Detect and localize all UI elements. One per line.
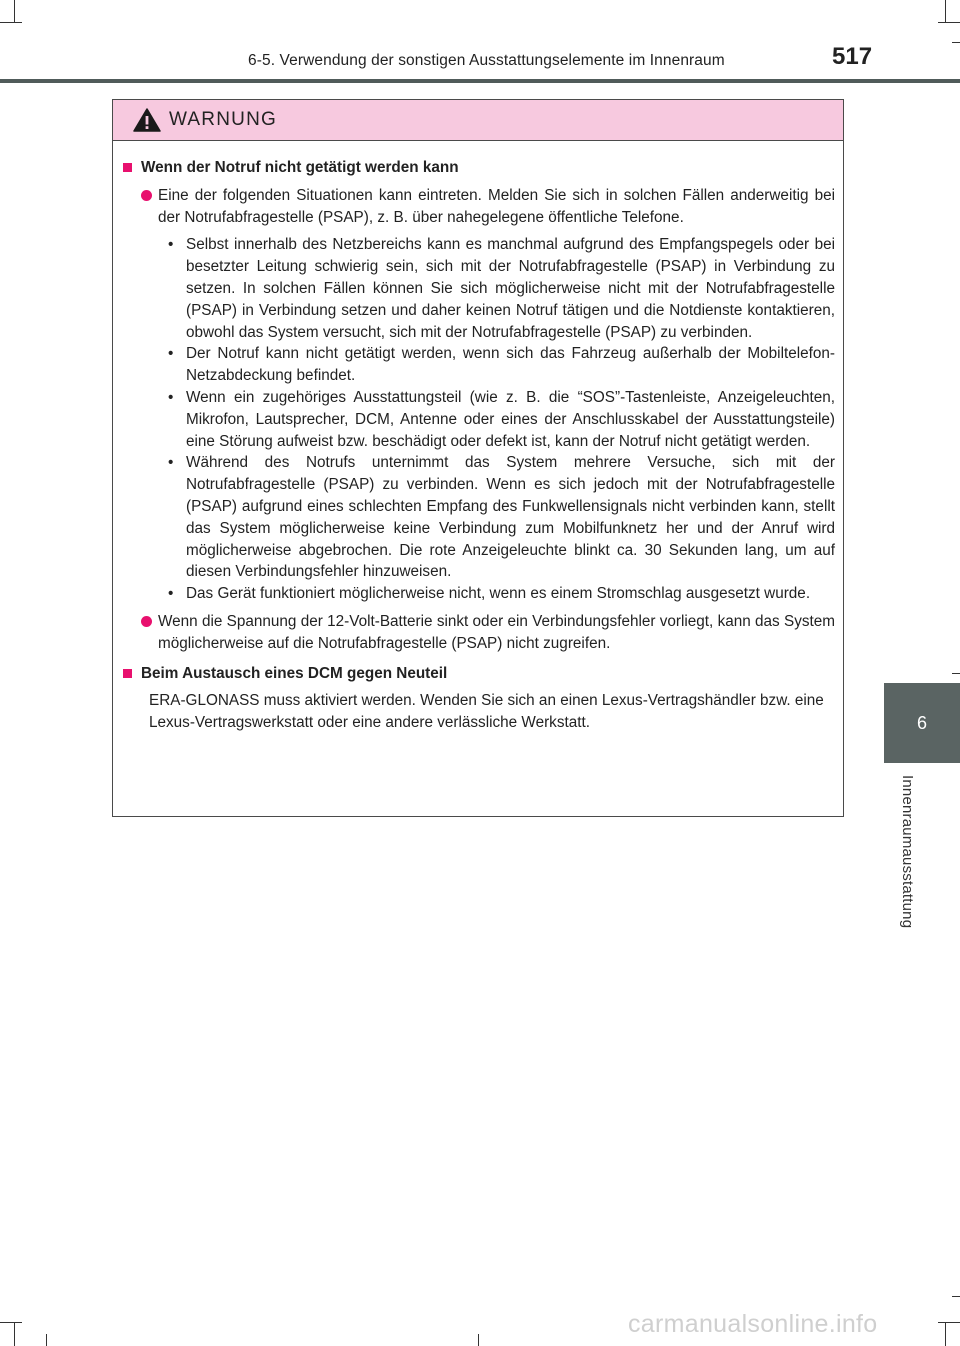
- section-heading-text: Wenn der Notruf nicht getätigt werden kann: [141, 159, 459, 176]
- list-item: [123, 611, 835, 655]
- sub-list-item-text: Der Notruf kann nicht getätigt werden, wenn sich das Fahrzeug außerhalb der Mobiltelefon-Netzabdeckung befindet.: [186, 345, 835, 385]
- dot-bullet-icon: •: [168, 236, 174, 254]
- circle-bullet-icon: [141, 616, 152, 627]
- crop-mark: [46, 1334, 47, 1346]
- warning-triangle-icon: [133, 108, 161, 132]
- sub-list: [123, 234, 835, 605]
- crop-mark: [938, 22, 960, 23]
- list-item: [123, 185, 835, 229]
- square-bullet-icon: [123, 163, 132, 172]
- warning-header: [113, 100, 843, 141]
- chapter-header-title: 6-5. Verwendung der sonstigen Ausstattungselemente im Innenraum: [248, 52, 725, 69]
- crop-mark: [952, 1296, 960, 1297]
- section-paragraph: ERA-GLONASS muss aktiviert werden. Wenden Sie sich an einen Lexus-Vertragshändler bzw. eine Lexus-Vertragswerkstatt oder eine andere verlässliche Werkstatt.: [149, 692, 824, 732]
- sub-list-item: [123, 583, 835, 605]
- circle-bullet-icon: [141, 190, 152, 201]
- crop-mark: [952, 673, 960, 674]
- square-bullet-icon: [123, 669, 132, 678]
- page-number: 517: [832, 43, 873, 70]
- dot-bullet-icon: •: [168, 345, 174, 363]
- chapter-tab: [884, 683, 960, 763]
- warning-title: WARNUNG: [169, 109, 277, 130]
- list-item-text: Eine der folgenden Situationen kann eintreten. Melden Sie sich in solchen Fällen anderweitig bei der Notrufabfragestelle (PSAP), z. B. über nahegelegene öffentliche Telefone.: [158, 186, 835, 226]
- dot-bullet-icon: •: [168, 585, 174, 603]
- crop-mark: [478, 1334, 479, 1346]
- crop-mark: [0, 22, 22, 23]
- section-heading: [123, 663, 835, 685]
- dot-bullet-icon: •: [168, 454, 174, 472]
- chapter-tab-number: 6: [916, 712, 927, 733]
- crop-mark: [952, 42, 960, 43]
- sub-list-item: [123, 343, 835, 387]
- header-rule: [0, 79, 960, 83]
- sub-list-item: [123, 234, 835, 343]
- crop-mark: [938, 1322, 960, 1323]
- sub-list-item-text: Wenn ein zugehöriges Ausstattungsteil (wie z. B. die “SOS”-Tastenleiste, Anzeigeleuchten, Mikrofon, Lautsprecher, DCM, Antenne oder eines der Anschlusskabel der Ausstattungsteile) eine Störung aufweist bzw. beschädigt oder defekt ist, kann der Notruf nicht getätigt werden.: [186, 388, 835, 450]
- crop-mark: [14, 1322, 15, 1346]
- sub-list-item: [123, 387, 835, 452]
- sub-list-item: [123, 452, 835, 583]
- watermark: carmanualsonline.info: [628, 1310, 878, 1338]
- sub-list-item-text: Das Gerät funktioniert möglicherweise nicht, wenn es einem Stromschlag ausgesetzt wurde.: [186, 585, 811, 603]
- crop-mark: [0, 1322, 22, 1323]
- section-heading: [123, 157, 835, 179]
- warning-box: [112, 99, 844, 817]
- crop-mark: [945, 0, 946, 22]
- chapter-tab-label: Innenraumausstattung: [899, 775, 916, 929]
- warning-body: [113, 141, 843, 734]
- sub-list-item-text: Während des Notrufs unternimmt das System mehrere Versuche, sich mit der Notrufabfragestelle (PSAP) zu verbinden. Wenn es sich jedoch mit der Notrufabfragestelle (PSAP) aufgrund eines schlechten Empfang des Funkwellensignals nicht verbinden kann, stellt das System möglicherweise keine Verbindung zum Mobilfunknetz her und der Anruf wird möglicherweise abgebrochen. Die rote Anzeigeleuchte blinkt ca. 30 Sekunden lang, um auf diesen Verbindungsfehler hinzuweisen.: [186, 454, 835, 581]
- crop-mark: [945, 1322, 946, 1346]
- list-item-text: Wenn die Spannung der 12-Volt-Batterie sinkt oder ein Verbindungsfehler vorliegt, kann das System möglicherweise auf die Notrufabfragestelle (PSAP) nicht zugreifen.: [158, 612, 835, 652]
- crop-mark: [14, 0, 15, 22]
- sub-list-item-text: Selbst innerhalb des Netzbereichs kann es manchmal aufgrund des Empfangspegels oder bei besetzter Leitung schwierig sein, sich mit der Notrufabfragestelle (PSAP) in Verbindung zu setzen. In solchen Fällen können Sie sich möglicherweise nicht mit der Notrufabfragestelle (PSAP) in Verbindung setzen und daher keinen Notruf tätigen und die Notdienste kontaktieren, obwohl das System versucht, sich mit der Notrufabfragestelle (PSAP) zu verbinden.: [186, 236, 835, 341]
- section-heading-text: Beim Austausch eines DCM gegen Neuteil: [141, 664, 448, 682]
- dot-bullet-icon: •: [168, 388, 174, 406]
